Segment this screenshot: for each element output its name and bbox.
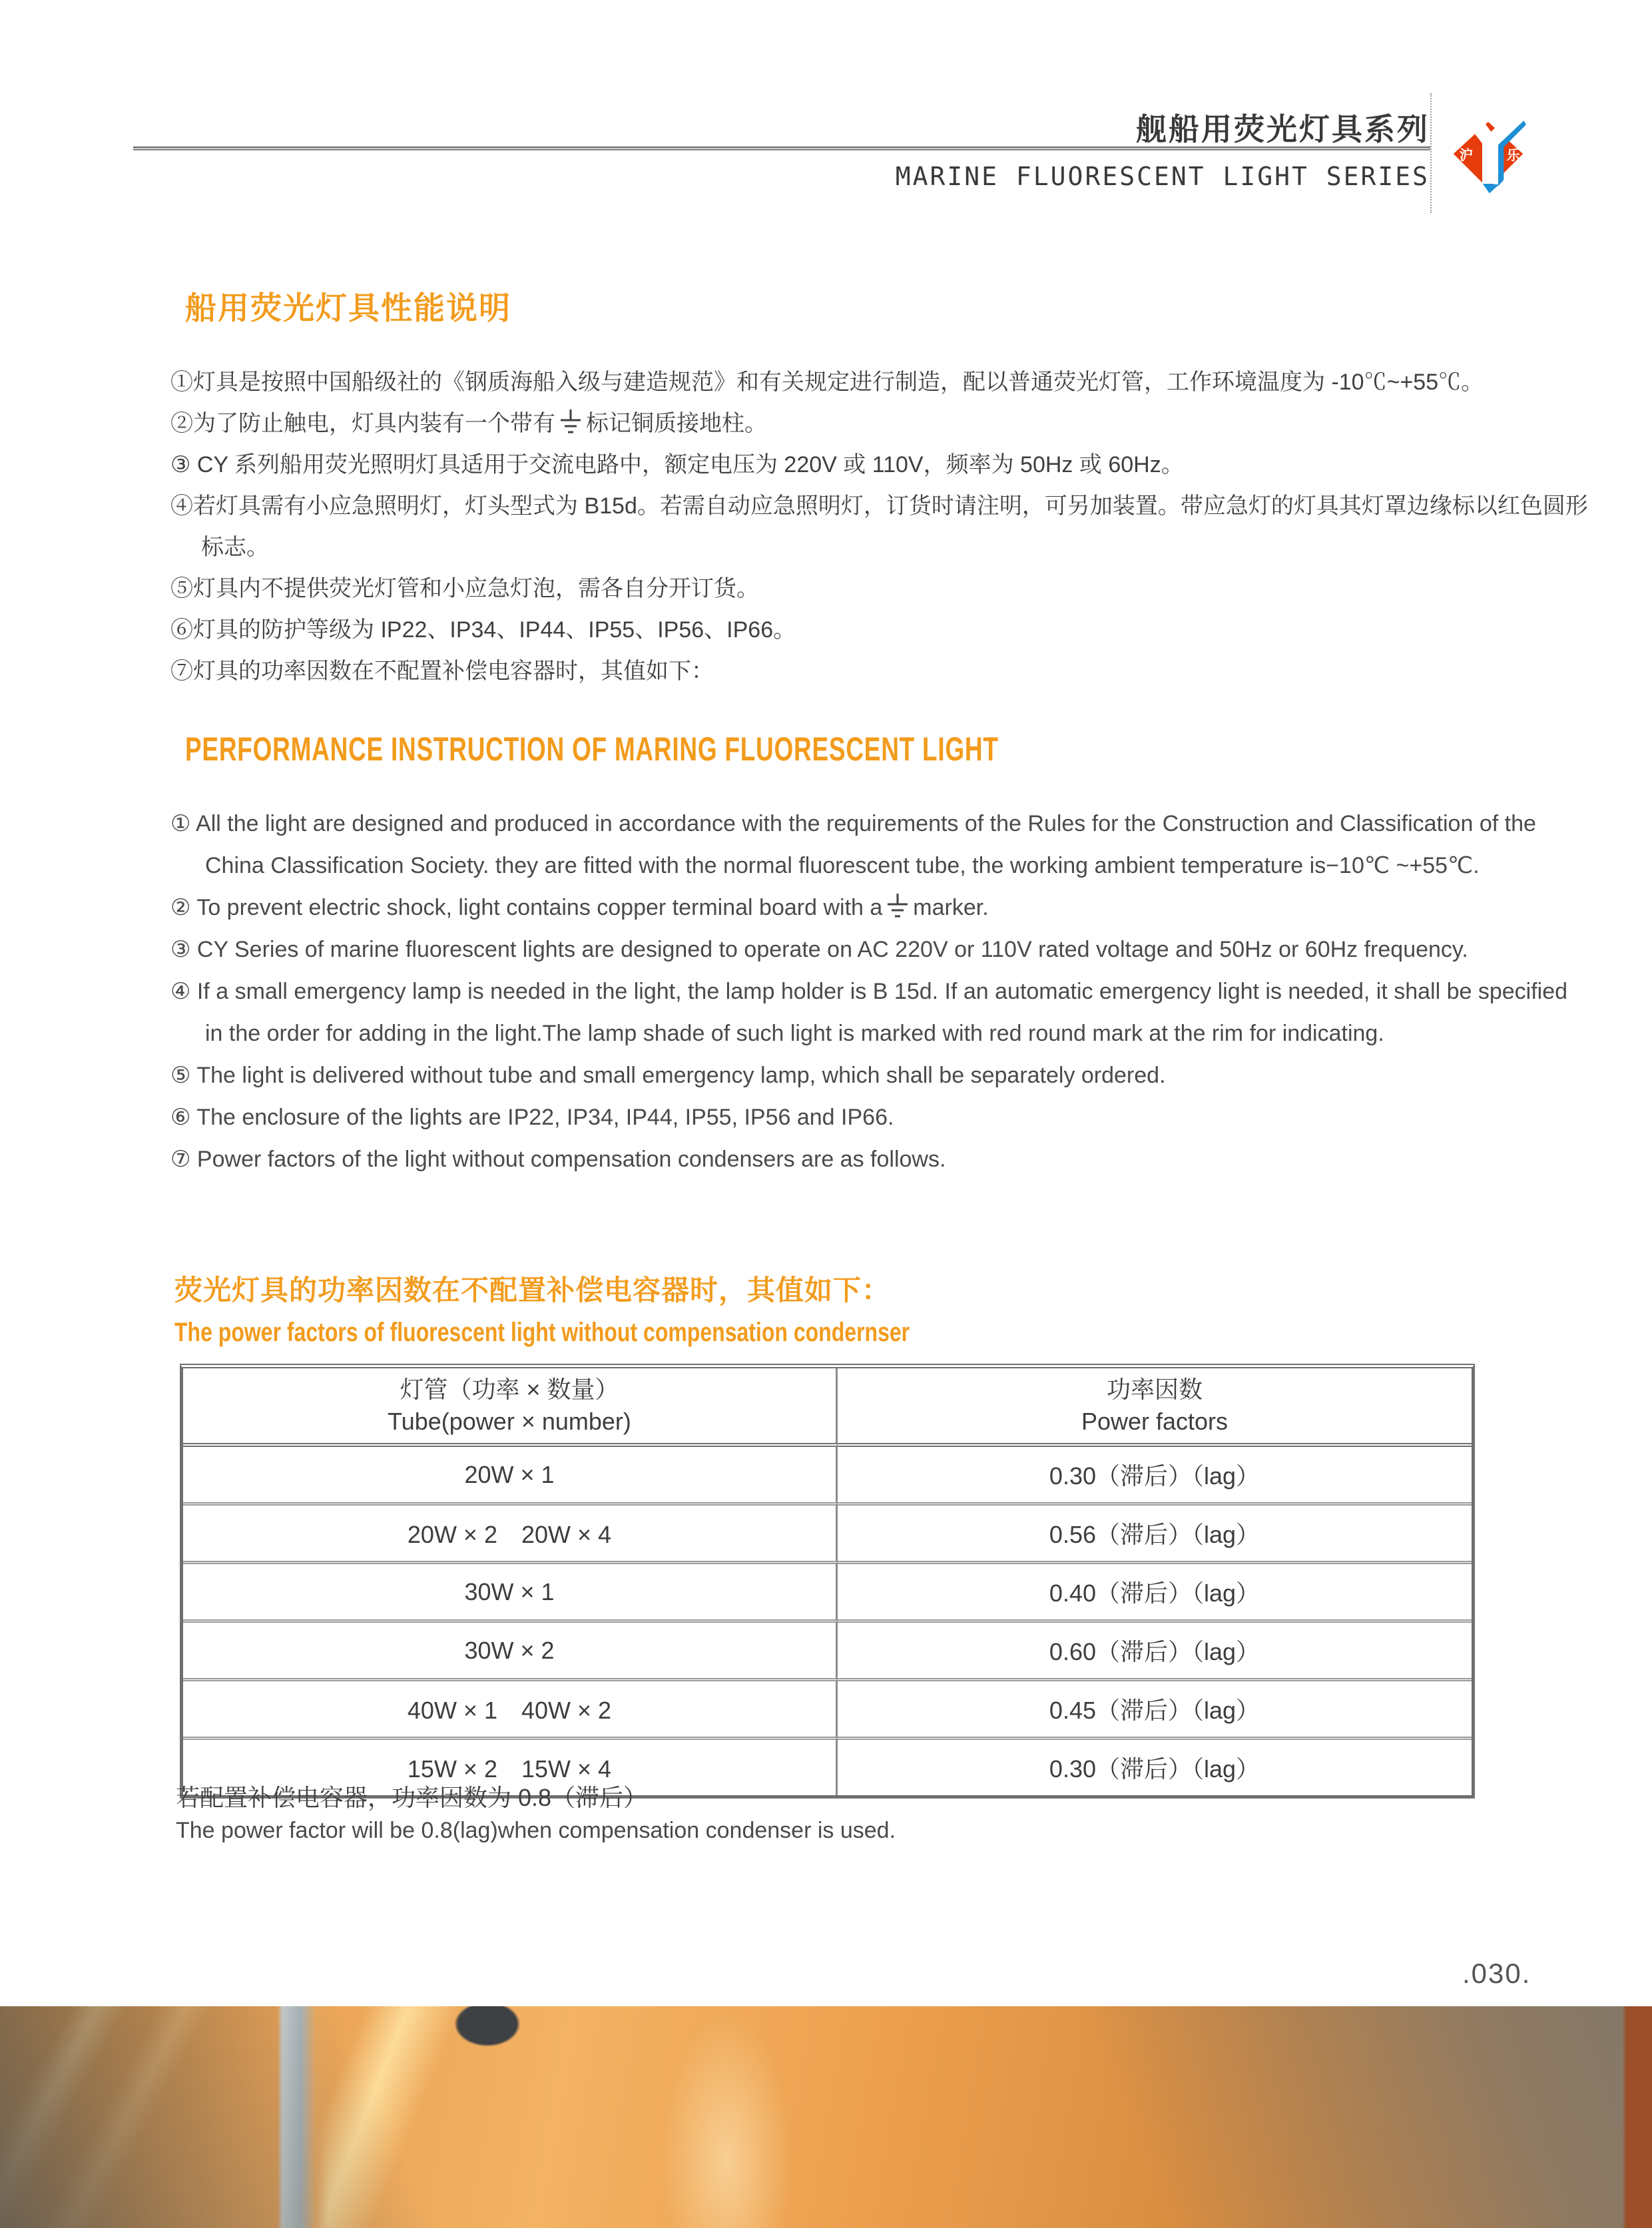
cn-item-4: ④若灯具需有小应急照明灯，灯头型式为 B15d。若需自动应急照明灯，订货时请注明，可另加装置。带应急灯的灯具其灯罩边缘标以红色圆形标志。 <box>170 493 1588 560</box>
table-header-row <box>183 1368 1472 1443</box>
col-header-tube-en: Tube(power × number) <box>388 1408 631 1435</box>
company-logo-icon <box>1438 100 1538 200</box>
en-item-5: ⑤ The light is delivered without tube and small emergency lamp, which shall be separately ordered. <box>170 1063 1166 1088</box>
cn-item-3: ③ CY 系列船用荧光照明灯具适用于交流电路中，额定电压为 220V 或 110V，频率为 50Hz 或 60Hz。 <box>170 452 1184 477</box>
cn-item-2-pre: ②为了防止触电，灯具内装有一个带有 <box>170 411 555 436</box>
en-item-1: ① All the light are designed and produced in accordance with the requirements of the Rules for the Construction and Classification of the China Classification Society. they are fitted with the normal fluorescent tube, the working ambient temperature is−10℃ ~+55℃. <box>170 811 1536 878</box>
section-performance-english <box>170 730 1589 1181</box>
cell-tube: 40W × 1 40W × 2 <box>183 1678 838 1737</box>
en-item-4: ④ If a small emergency lamp is needed in the light, the lamp holder is B 15d. If an automatic emergency light is needed, it shall be specified in the order for adding in the light.The lamp shade of such light is marked with red round mark at the rim for indicating. <box>170 979 1568 1046</box>
power-factor-heading-english: The power factors of fluorescent light without compensation condernser <box>174 1318 910 1347</box>
cell-tube: 30W × 1 <box>183 1561 838 1619</box>
table-row <box>183 1619 1472 1678</box>
en-item-6: ⑥ The enclosure of the lights are IP22, IP34, IP44, IP55, IP56 and IP66. <box>170 1105 894 1130</box>
cell-pf: 0.56（滞后）（lag） <box>838 1502 1472 1561</box>
cell-tube: 30W × 2 <box>183 1619 838 1678</box>
col-header-tube-cn: 灯管（功率 × 数量） <box>400 1376 619 1403</box>
en-item-2-pre: ② To prevent electric shock, light contains copper terminal board with a <box>170 895 883 920</box>
cell-tube: 20W × 2 20W × 4 <box>183 1502 838 1561</box>
en-item-2-post: marker. <box>913 895 989 920</box>
cn-item-7: ⑦灯具的功率因数在不配置补偿电容器时，其值如下： <box>170 659 714 684</box>
section-heading-chinese: 船用荧光灯具性能说明 <box>185 290 511 326</box>
footnote-chinese: 若配置补偿电容器，功率因数为 0.8（滞后） <box>176 1784 648 1811</box>
cn-item-6: ⑥灯具的防护等级为 IP22、IP34、IP44、IP55、IP56、IP66。 <box>170 617 796 643</box>
table-row <box>183 1443 1472 1502</box>
cell-tube: 20W × 1 <box>183 1443 838 1502</box>
bottom-photo-industrial-scene <box>0 2006 1652 2228</box>
logo-y-blue-stem <box>1498 143 1504 186</box>
power-factor-heading-chinese: 荧光灯具的功率因数在不配置补偿电容器时，其值如下： <box>174 1274 891 1306</box>
cell-pf: 0.30（滞后）（lag） <box>838 1443 1472 1502</box>
logo-char-right: 乐 <box>1506 148 1520 163</box>
section-performance-chinese <box>170 284 1589 692</box>
col-header-pf-cn: 功率因数 <box>1106 1376 1203 1403</box>
col-header-pf <box>838 1368 1472 1443</box>
col-header-pf-en: Power factors <box>1081 1408 1229 1435</box>
col-header-tube <box>183 1368 838 1443</box>
logo-char-left: 沪 <box>1459 148 1474 163</box>
table-row <box>183 1502 1472 1561</box>
company-logo <box>1438 100 1538 200</box>
earth-ground-icon <box>886 892 909 920</box>
cn-item-2 <box>170 403 1589 444</box>
cn-item-2-post: 标记铜质接地柱。 <box>586 411 767 436</box>
en-item-7: ⑦ Power factors of the light without compensation condensers are as follows. <box>170 1147 946 1172</box>
logo-y-blue-bottom <box>1482 183 1499 194</box>
header-dotted-divider <box>1430 93 1432 213</box>
power-factor-table <box>180 1364 1475 1799</box>
cn-item-1: ①灯具是按照中国船级社的《钢质海船入级与建造规范》和有关规定进行制造，配以普通荧光灯管，工作环境温度为 -10℃~+55℃。 <box>170 370 1484 395</box>
cell-pf: 0.45（滞后）（lag） <box>838 1678 1472 1737</box>
en-item-3: ③ CY Series of marine fluorescent lights are designed to operate on AC 220V or 110V rated voltage and 50Hz or 60Hz frequency. <box>170 937 1468 962</box>
cell-tube: 15W × 2 15W × 4 <box>183 1737 838 1795</box>
table-row <box>183 1678 1472 1737</box>
cell-pf: 0.30（滞后）（lag） <box>838 1737 1472 1795</box>
power-factor-heading <box>174 1268 1093 1348</box>
earth-ground-icon <box>559 408 582 436</box>
footnote-english: The power factor will be 0.8(lag)when compensation condenser is used. <box>176 1818 896 1843</box>
page-title-chinese: 舰船用荧光灯具系列 <box>1136 112 1430 146</box>
en-item-2 <box>170 887 1589 929</box>
page-title-english: MARINE FLUORESCENT LIGHT SERIES <box>895 162 1430 191</box>
cell-pf: 0.40（滞后）（lag） <box>838 1561 1472 1619</box>
header-rule <box>133 146 1430 150</box>
section-heading-english: PERFORMANCE INSTRUCTION OF MARING FLUORESCENT LIGHT <box>185 730 999 768</box>
page-number: .030. <box>1462 1958 1531 1989</box>
cell-pf: 0.60（滞后）（lag） <box>838 1619 1472 1678</box>
cn-item-5: ⑤灯具内不提供荧光灯管和小应急灯泡，需各自分开订货。 <box>170 576 759 601</box>
logo-char-mid: H <box>1484 149 1496 166</box>
table-row <box>183 1561 1472 1619</box>
